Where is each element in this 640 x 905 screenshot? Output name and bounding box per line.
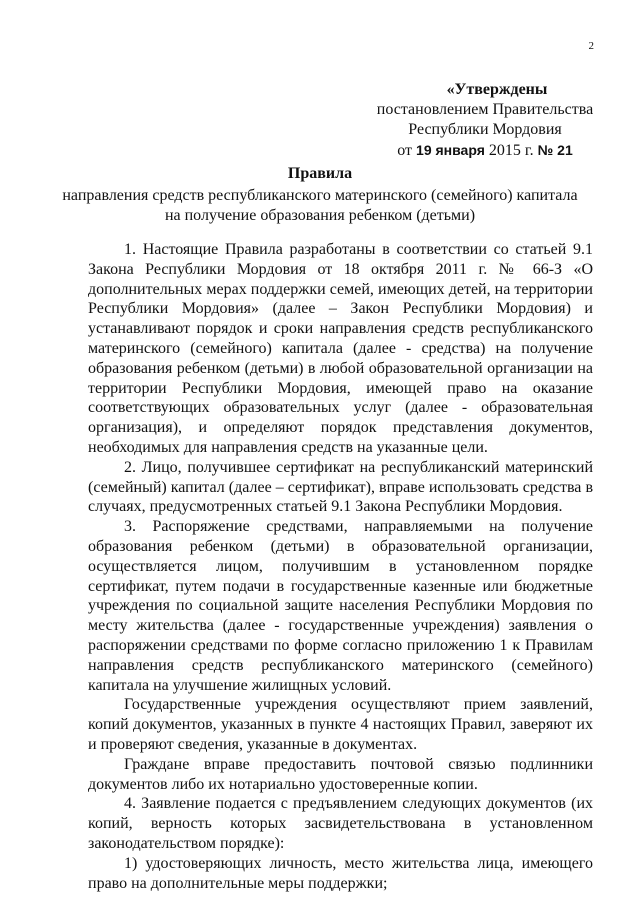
document-subtitle: направления средств республиканского материнского (семейного) капитала на получение образования ребенком (детьми) xyxy=(62,187,578,224)
approval-line-2: Республики Мордовия xyxy=(408,121,562,138)
approval-year: 2015 г. xyxy=(488,142,534,159)
paragraph: 4. Заявление подается с предъявлением следующих документов (их копий, верность которых засвидетельствована в установленном законодательством порядке): xyxy=(88,795,593,852)
paragraph: Государственные учреждения осуществляют прием заявлений, копий документов, указанных в пункте 4 настоящих Правил, заверяют их и проверяют сведения, указанные в документах. xyxy=(88,696,593,753)
approval-date-line xyxy=(360,140,610,161)
paragraph: 2. Лицо, получившее сертификат на республиканский материнский (семейный) капитал (далее – сертификат), вправе использовать средства в случаях, предусмотренных статьей 9.1 Закона Республики Мордовия. xyxy=(88,458,593,516)
approval-date-value: 19 января xyxy=(416,142,485,158)
approval-date-prefix: от xyxy=(397,142,413,159)
document-title: Правила xyxy=(287,165,353,182)
approval-number: № 21 xyxy=(537,142,573,158)
paragraph: 1. Настоящие Правила разработаны в соответствии со статьей 9.1 Закона Республики Мордовия от 18 октября 2011 г. № 66-З «О дополнительных мерах поддержки семей, имеющих детей, на территории Республики Мордовия» (далее – Закон Республики Мордовия) и устанавливают порядок и сроки направления средств республиканского материнского (семейного) капитала (далее - средства) на получение образования ребенком (детьми) в любой образовательной организации на территории Республики Мордовия, имеющей право на оказание соответствующих образовательных услуг (далее - образовательная организация), и определяют порядок представления документов, необходимых для направления средств на указанные цели. xyxy=(88,241,593,456)
page-number: 2 xyxy=(588,40,594,52)
paragraph: 3. Распоряжение средствами, направляемыми на получение образования ребенком (детьми) в образовательной организации, осуществляется лицом, получившим в установленном порядке сертификат, путем подачи в государственные казенные или бюджетные учреждения по социальной защите населения Республики Мордовия по месту жительства (далее - государственные учреждения) заявления о распоряжении средствами по форме согласно приложению 1 к Правилам направления средств республиканского материнского (семейного) капитала на улучшение жилищных условий. xyxy=(88,518,593,694)
approval-block xyxy=(360,80,610,161)
approval-line-1: постановлением Правительства xyxy=(376,101,594,118)
document-body xyxy=(88,240,593,893)
paragraph: Граждане вправе предоставить почтовой связью подлинники документов либо их нотариально удостоверенные копии. xyxy=(88,755,593,793)
approval-title: «Утверждены xyxy=(446,81,548,98)
paragraph: 1) удостоверяющих личность, место жительства лица, имеющего право на дополнительные меры поддержки; xyxy=(88,854,593,892)
